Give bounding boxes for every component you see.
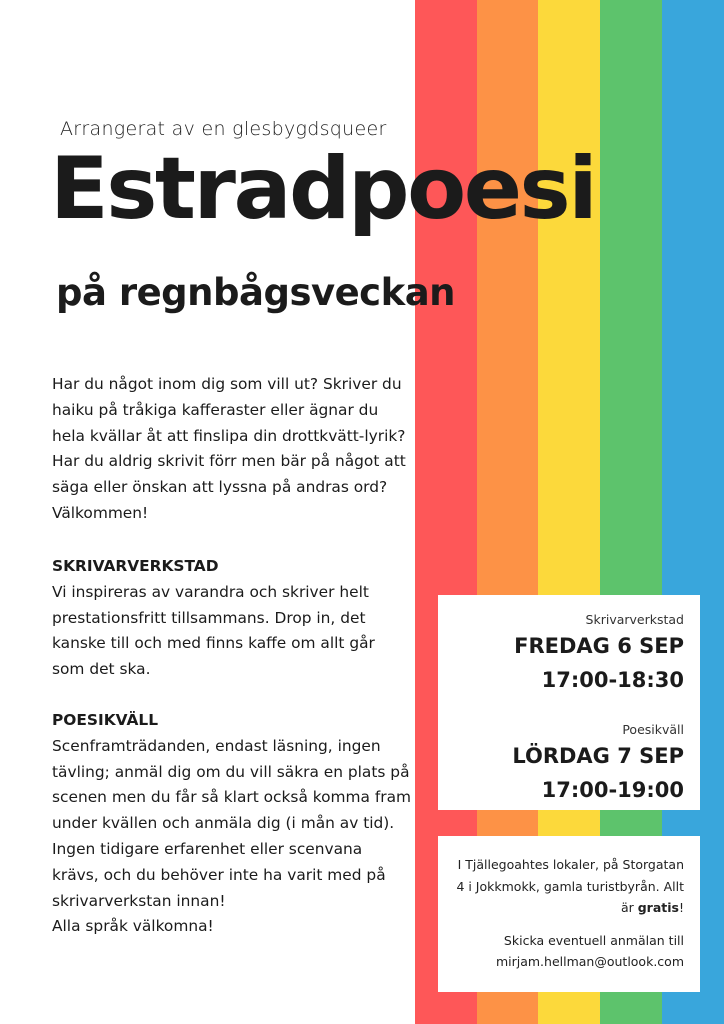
- signup-text: Skicka eventuell anmälan till: [503, 932, 684, 948]
- event-time: 17:00-19:00: [541, 778, 684, 802]
- tagline: Arrangerat av en glesbygdsqueer: [60, 118, 387, 140]
- intro-paragraph: Har du något inom dig som vill ut? Skriver du haiku på tråkiga kafferaster eller ägnar du hela kvällar åt att finslipa din drottkvätt-lyrik? Har du aldrig skrivit förr men bär på något att säga eller önskan att lyssna på andras ord? Välkommen!: [52, 375, 406, 522]
- event-label: Poesikväll: [622, 722, 684, 737]
- free-emphasis: gratis: [637, 900, 679, 915]
- page-subtitle: på regnbågsveckan: [56, 271, 456, 314]
- location-main: I Tjällegoahtes lokaler, på Storgatan 4 i Jokkmokk, gamla turistbyrån. Allt är: [456, 857, 684, 915]
- section-text: Vi inspireras av varandra och skriver helt prestationsfritt tillsammans. Drop in, det kanske till och med finns kaffe om allt går som det ska.: [52, 582, 375, 679]
- section-poesikvall: [52, 708, 412, 940]
- event-day: LÖRDAG 7 SEP: [512, 744, 684, 768]
- page-title: Estradpoesi: [50, 139, 596, 239]
- location-end: !: [678, 900, 684, 915]
- email-address: mirjam.hellman@outlook.com: [495, 954, 684, 969]
- section-text: Scenframträdanden, endast läsning, ingen tävling; anmäl dig om du vill säkra en plats på scenen men du får så klart också komma fram under kvällen och anmäla dig (i mån av tid). Ingen tidigare erfarenhet eller scenvana krävs, och du behöver inte ha varit med på skrivarverkstan innan!: [52, 736, 412, 910]
- section-heading: POESIKVÄLL: [52, 711, 159, 729]
- location-text: [448, 854, 684, 919]
- event-time: 17:00-18:30: [541, 668, 684, 692]
- section-extra: Alla språk välkomna!: [52, 917, 214, 936]
- event-label: Skrivarverkstad: [585, 612, 684, 627]
- section-skrivarverkstad: [52, 554, 412, 683]
- event-schedule-box: [438, 595, 700, 810]
- info-box: [438, 836, 700, 992]
- event-day: FREDAG 6 SEP: [514, 634, 684, 658]
- section-heading: SKRIVARVERKSTAD: [52, 557, 219, 575]
